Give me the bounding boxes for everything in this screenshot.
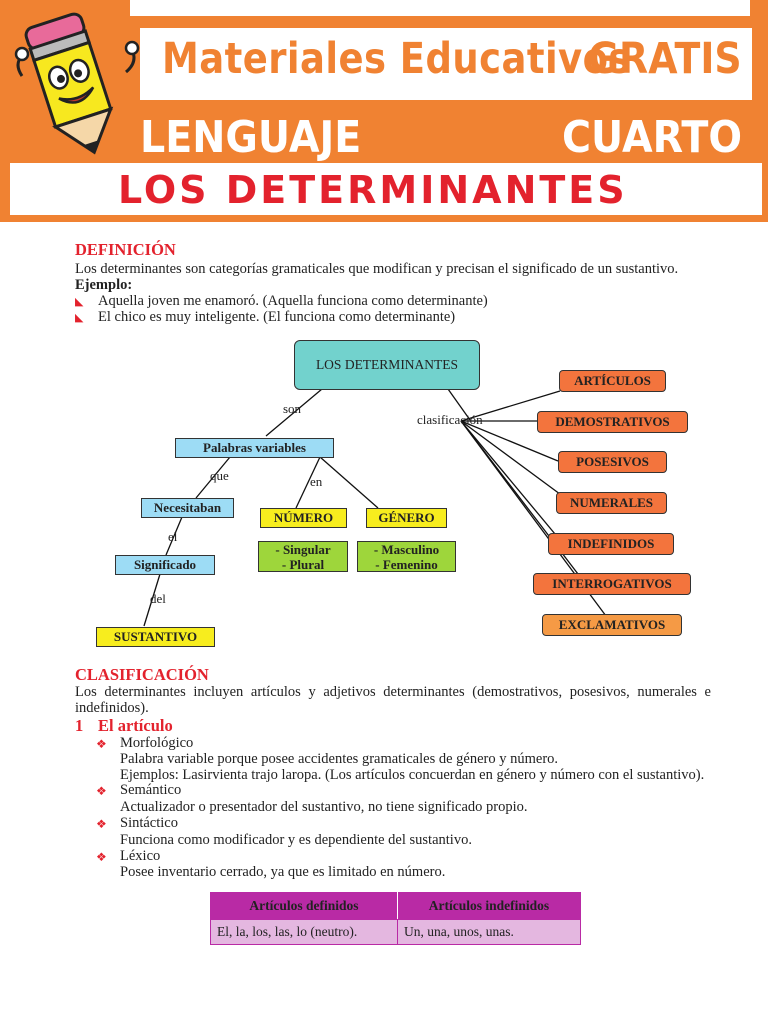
table-header: Artículos definidos bbox=[211, 893, 398, 920]
diamond-bullet-icon: ❖ bbox=[96, 850, 107, 864]
table-cell: El, la, los, las, lo (neutro). bbox=[211, 920, 398, 945]
diagram-node-numero: NÚMERO bbox=[260, 508, 347, 528]
edge-label-del: del bbox=[150, 591, 166, 606]
diagram-node-necesitaban: Necesitaban bbox=[141, 498, 234, 518]
arrow-bullet-icon: ◣ bbox=[75, 312, 84, 324]
edge-label-el: el bbox=[168, 529, 178, 544]
criterion-title: Léxico bbox=[120, 848, 161, 864]
classification-heading: CLASIFICACIÓN bbox=[75, 665, 209, 684]
diagram-node-genero: GÉNERO bbox=[366, 508, 447, 528]
criterion-title: Morfológico bbox=[120, 735, 194, 751]
section-number: 1 bbox=[75, 716, 84, 735]
section-title: El artículo bbox=[98, 716, 173, 735]
diagram-node-sustantivo: SUSTANTIVO bbox=[96, 627, 215, 647]
site-title: Materiales Educativos bbox=[162, 34, 631, 84]
criterion-line: Actualizador o presentador del sustantivo, no tiene significado propio. bbox=[120, 799, 528, 815]
criterion-title: Semántico bbox=[120, 782, 182, 798]
diagram-class-node: EXCLAMATIVOS bbox=[542, 614, 682, 636]
criterion-line: Ejemplos: Lasirvienta trajo laropa. (Los artículos concuerdan en género y número con el sustantivo). bbox=[120, 767, 705, 783]
arrow-bullet-icon: ◣ bbox=[75, 296, 84, 308]
genero-value: - Masculino bbox=[373, 541, 440, 557]
table-header-row bbox=[211, 893, 581, 920]
diamond-bullet-icon: ❖ bbox=[96, 817, 107, 831]
genero-value: - Femenino bbox=[375, 556, 438, 572]
edge-label-que: que bbox=[210, 468, 229, 483]
edge-label-clasificacion: clasificación bbox=[417, 412, 483, 427]
numero-value: - Plural bbox=[281, 556, 325, 572]
subject-label: LENGUAJE bbox=[140, 112, 362, 163]
example-item: Aquella joven me enamoró. (Aquella funciona como determinante) bbox=[98, 293, 488, 309]
definition-heading: DEFINICIÓN bbox=[75, 240, 176, 259]
site-badge: GRATIS bbox=[588, 34, 742, 84]
diagram-class-node: ARTÍCULOS bbox=[559, 370, 666, 392]
criterion-line: Posee inventario cerrado, ya que es limitado en número. bbox=[120, 864, 446, 880]
diagram-node-genero-values bbox=[357, 541, 456, 572]
criterion-line: Funciona como modificador y es dependiente del sustantivo. bbox=[120, 832, 472, 848]
articles-table bbox=[210, 892, 581, 945]
page-title: LOS DETERMINANTES bbox=[118, 168, 628, 212]
example-item: El chico es muy inteligente. (El funciona como determinante) bbox=[98, 309, 456, 325]
table-header: Artículos indefinidos bbox=[398, 893, 581, 920]
diagram-class-node: INTERROGATIVOS bbox=[533, 573, 691, 595]
diamond-bullet-icon: ❖ bbox=[96, 784, 107, 798]
diagram-node-significado: Significado bbox=[115, 555, 215, 575]
diamond-bullet-icon: ❖ bbox=[96, 737, 107, 751]
diagram-class-node: NUMERALES bbox=[556, 492, 667, 514]
criterion-title: Sintáctico bbox=[120, 815, 178, 831]
classification-intro: Los determinantes incluyen artículos y adjetivos determinantes (demostrativos, posesivos, numerales e indefinidos). bbox=[75, 684, 711, 716]
criterion-line: Palabra variable porque posee accidentes gramaticales de género y número. bbox=[120, 751, 559, 767]
numero-value: - Singular bbox=[275, 541, 331, 557]
grade-label: CUARTO bbox=[562, 112, 743, 163]
edge-label-son: son bbox=[283, 401, 302, 416]
example-label: Ejemplo: bbox=[75, 277, 133, 293]
diagram-node-numero-values bbox=[258, 541, 348, 572]
definition-text: Los determinantes son categorías gramaticales que modifican y precisan el significado de un sustantivo. bbox=[75, 261, 679, 277]
diagram-class-node: POSESIVOS bbox=[558, 451, 667, 473]
table-row bbox=[211, 920, 581, 945]
table-cell: Un, una, unos, unas. bbox=[398, 920, 581, 945]
diagram-class-node: INDEFINIDOS bbox=[548, 533, 674, 555]
diagram-root-node: LOS DETERMINANTES bbox=[294, 340, 480, 390]
diagram-node-variables: Palabras variables bbox=[175, 438, 334, 458]
diagram-class-node: DEMOSTRATIVOS bbox=[537, 411, 688, 433]
edge-label-en: en bbox=[310, 474, 323, 489]
